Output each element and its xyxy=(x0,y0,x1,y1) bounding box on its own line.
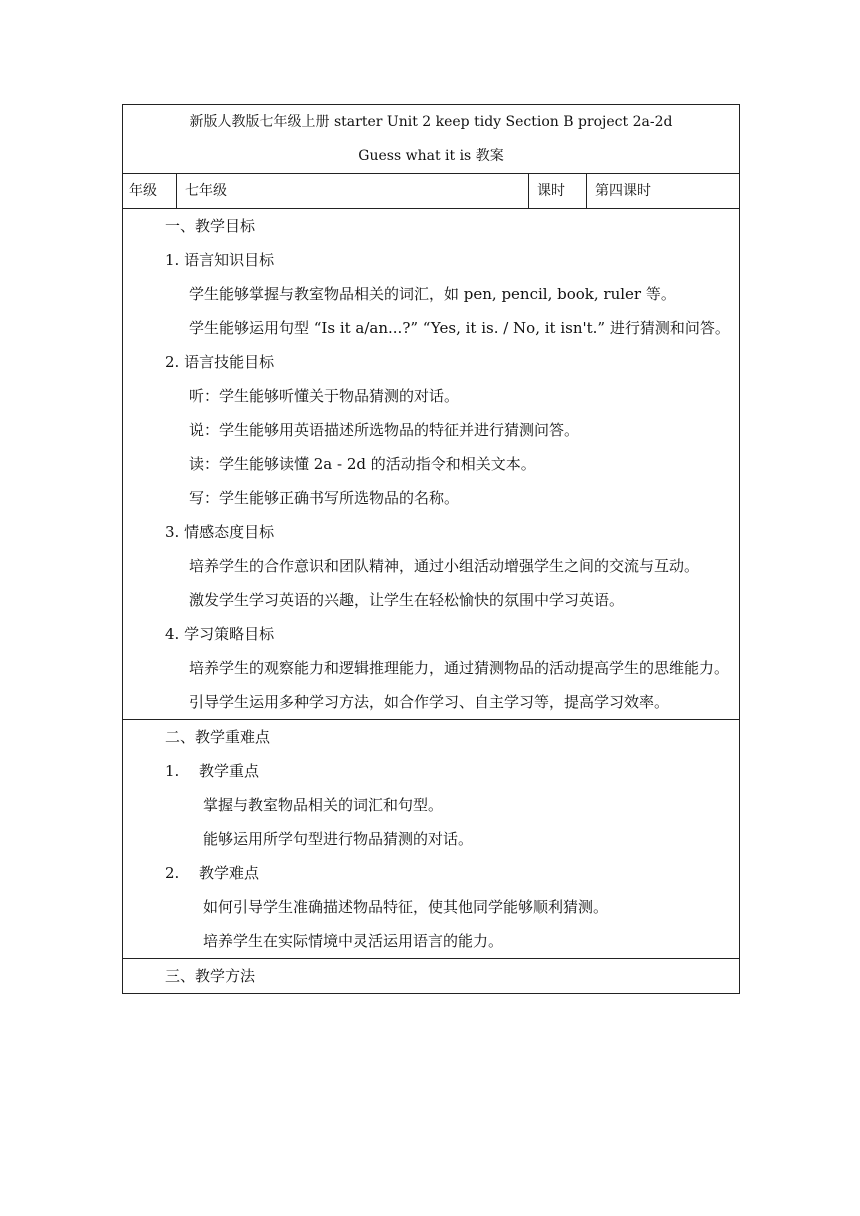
info-row xyxy=(123,174,739,209)
knowledge-heading: 1. 语言知识目标 xyxy=(165,251,275,269)
difficulty-p2: 培养学生在实际情境中灵活运用语言的能力。 xyxy=(203,932,504,950)
skills-listen: 听：学生能够听懂关于物品猜测的对话。 xyxy=(189,387,460,405)
key-points-heading: 二、教学重难点 xyxy=(165,728,271,746)
lesson-plan-table xyxy=(122,104,740,994)
attitude-heading: 3. 情感态度目标 xyxy=(165,523,275,541)
methods-section xyxy=(123,959,739,993)
focus-p2: 能够运用所学句型进行物品猜测的对话。 xyxy=(203,830,474,848)
knowledge-p2: 学生能够运用句型 “Is it a/an...?” “Yes, it is. / No, it isn't.” 进行猜测和问答。 xyxy=(189,319,730,337)
skills-read: 读：学生能够读懂 2a - 2d 的活动指令和相关文本。 xyxy=(189,455,536,473)
focus-number: 1. xyxy=(165,762,180,780)
objectives-heading: 一、教学目标 xyxy=(165,217,256,235)
methods-heading: 三、教学方法 xyxy=(165,967,256,985)
period-value: 第四课时 xyxy=(595,183,651,199)
grade-value: 七年级 xyxy=(177,174,529,208)
difficulty-p1: 如何引导学生准确描述物品特征，使其他同学能够顺利猜测。 xyxy=(203,898,609,916)
grade-label: 年级 xyxy=(123,174,177,208)
knowledge-p1: 学生能够掌握与教室物品相关的词汇，如 pen, pencil, book, ruler 等。 xyxy=(189,285,676,303)
skills-heading: 2. 语言技能目标 xyxy=(165,353,275,371)
difficulty-heading xyxy=(131,856,731,890)
focus-label: 教学重点 xyxy=(199,762,260,780)
skills-write: 写：学生能够正确书写所选物品的名称。 xyxy=(189,489,460,507)
title-cell xyxy=(123,105,739,174)
document-title: 新版人教版七年级上册 starter Unit 2 keep tidy Section B project 2a-2d xyxy=(189,114,673,130)
difficulty-number: 2. xyxy=(165,864,180,882)
period-label: 课时 xyxy=(529,174,587,208)
focus-p1: 掌握与教室物品相关的词汇和句型。 xyxy=(203,796,444,814)
attitude-p2: 激发学生学习英语的兴趣，让学生在轻松愉快的氛围中学习英语。 xyxy=(189,591,625,609)
skills-speak: 说：学生能够用英语描述所选物品的特征并进行猜测问答。 xyxy=(189,421,580,439)
strategy-p1: 培养学生的观察能力和逻辑推理能力，通过猜测物品的活动提高学生的思维能力。 xyxy=(189,659,730,677)
strategy-heading: 4. 学习策略目标 xyxy=(165,625,275,643)
attitude-p1: 培养学生的合作意识和团队精神，通过小组活动增强学生之间的交流与互动。 xyxy=(189,557,700,575)
difficulty-label: 教学难点 xyxy=(199,864,260,882)
document-subtitle: Guess what it is 教案 xyxy=(358,148,504,164)
strategy-p2: 引导学生运用多种学习方法，如合作学习、自主学习等，提高学习效率。 xyxy=(189,693,670,711)
objectives-section xyxy=(123,209,739,720)
focus-heading xyxy=(131,754,731,788)
key-points-section xyxy=(123,720,739,959)
